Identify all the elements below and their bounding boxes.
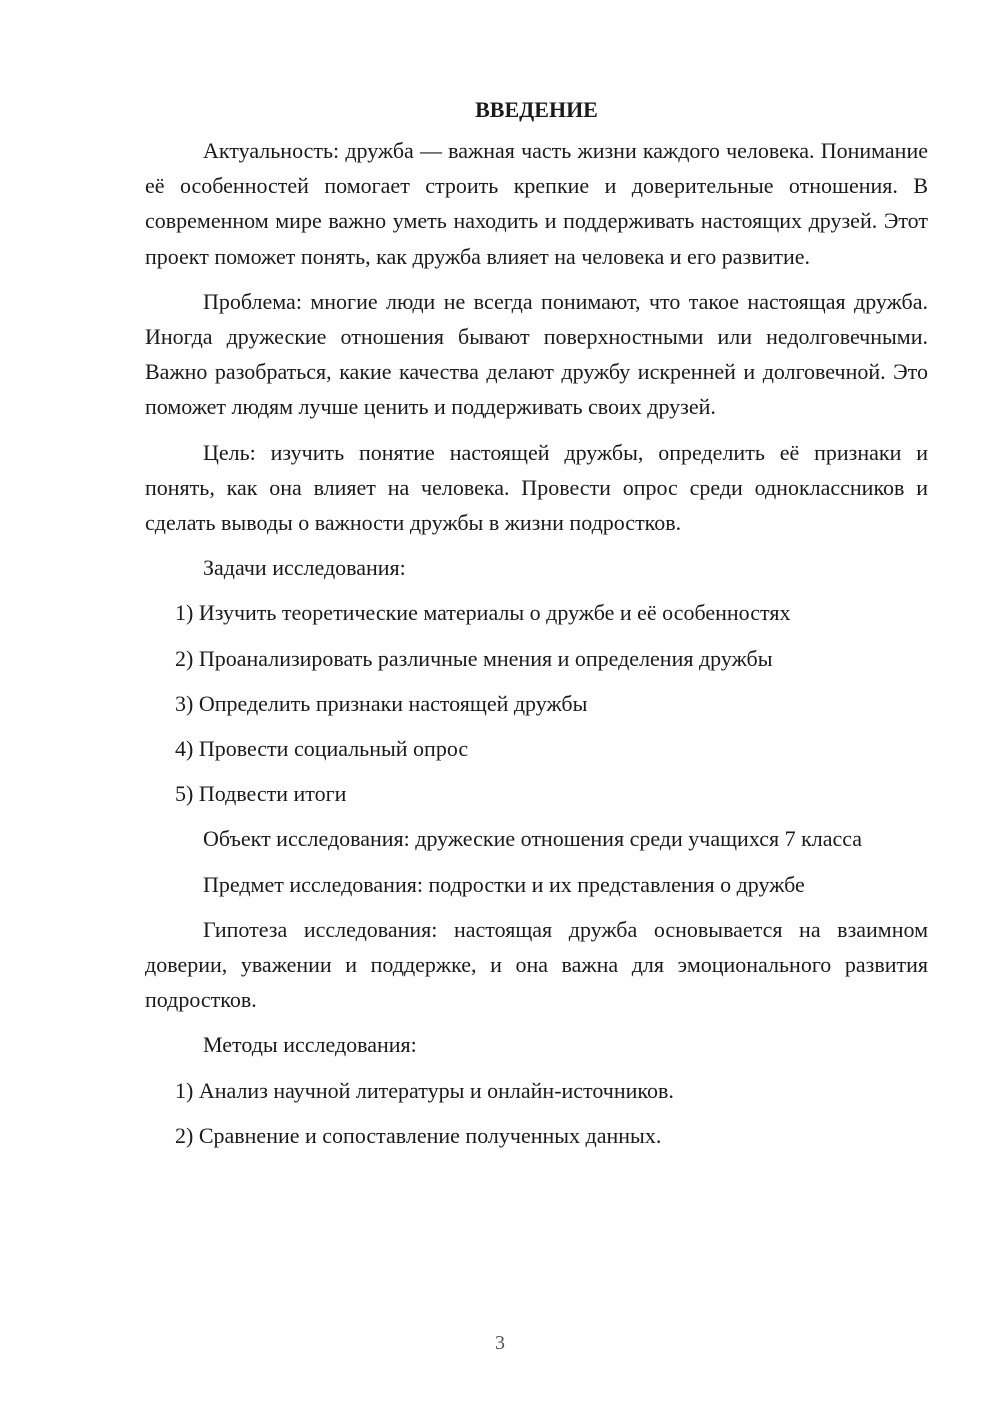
section-title: ВВЕДЕНИЕ: [475, 97, 598, 122]
subject-paragraph: Предмет исследования: подростки и их представления о дружбе: [203, 871, 805, 897]
relevance-paragraph: Актуальность: дружба — важная часть жизни каждого человека. Понимание её особенностей помогает строить крепкие и доверительные отношения. В современном мире важно уметь находить и поддерживать настоящих друзей. Этот проект поможет понять, как дружба влияет на человека и его развитие.: [145, 138, 928, 269]
document-page: [145, 92, 928, 1163]
list-item: 5) Подвести итоги: [175, 781, 347, 807]
list-item: 1) Изучить теоретические материалы о дружбе и её особенностях: [175, 600, 791, 626]
tasks-heading: Задачи исследования:: [203, 555, 406, 581]
list-item: 2) Проанализировать различные мнения и определения дружбы: [175, 645, 773, 671]
methods-list: [145, 1073, 928, 1153]
page-number: 3: [495, 1332, 505, 1354]
list-item: 2) Сравнение и сопоставление полученных данных.: [175, 1122, 662, 1148]
methods-heading: Методы исследования:: [203, 1032, 417, 1058]
list-item: 4) Провести социальный опрос: [175, 736, 469, 762]
problem-paragraph: Проблема: многие люди не всегда понимают, что такое настоящая дружба. Иногда дружеские отношения бывают поверхностными или недолговечными. Важно разобраться, какие качества делают дружбу искренней и долговечной. Это поможет людям лучше ценить и поддерживать своих друзей.: [145, 288, 928, 420]
tasks-list: [145, 595, 928, 811]
object-paragraph: Объект исследования: дружеские отношения среди учащихся 7 класса: [203, 826, 863, 852]
list-item: 3) Определить признаки настоящей дружбы: [175, 690, 588, 716]
goal-paragraph: Цель: изучить понятие настоящей дружбы, определить её признаки и понять, как она влияет на человека. Провести опрос среди одноклассников и сделать выводы о важности дружбы в жизни подростков.: [145, 439, 928, 536]
hypothesis-paragraph: Гипотеза исследования: настоящая дружба основывается на взаимном доверии, уважении и поддержке, и она важна для эмоционального развития подростков.: [145, 916, 928, 1013]
list-item: 1) Анализ научной литературы и онлайн-источников.: [175, 1077, 674, 1103]
